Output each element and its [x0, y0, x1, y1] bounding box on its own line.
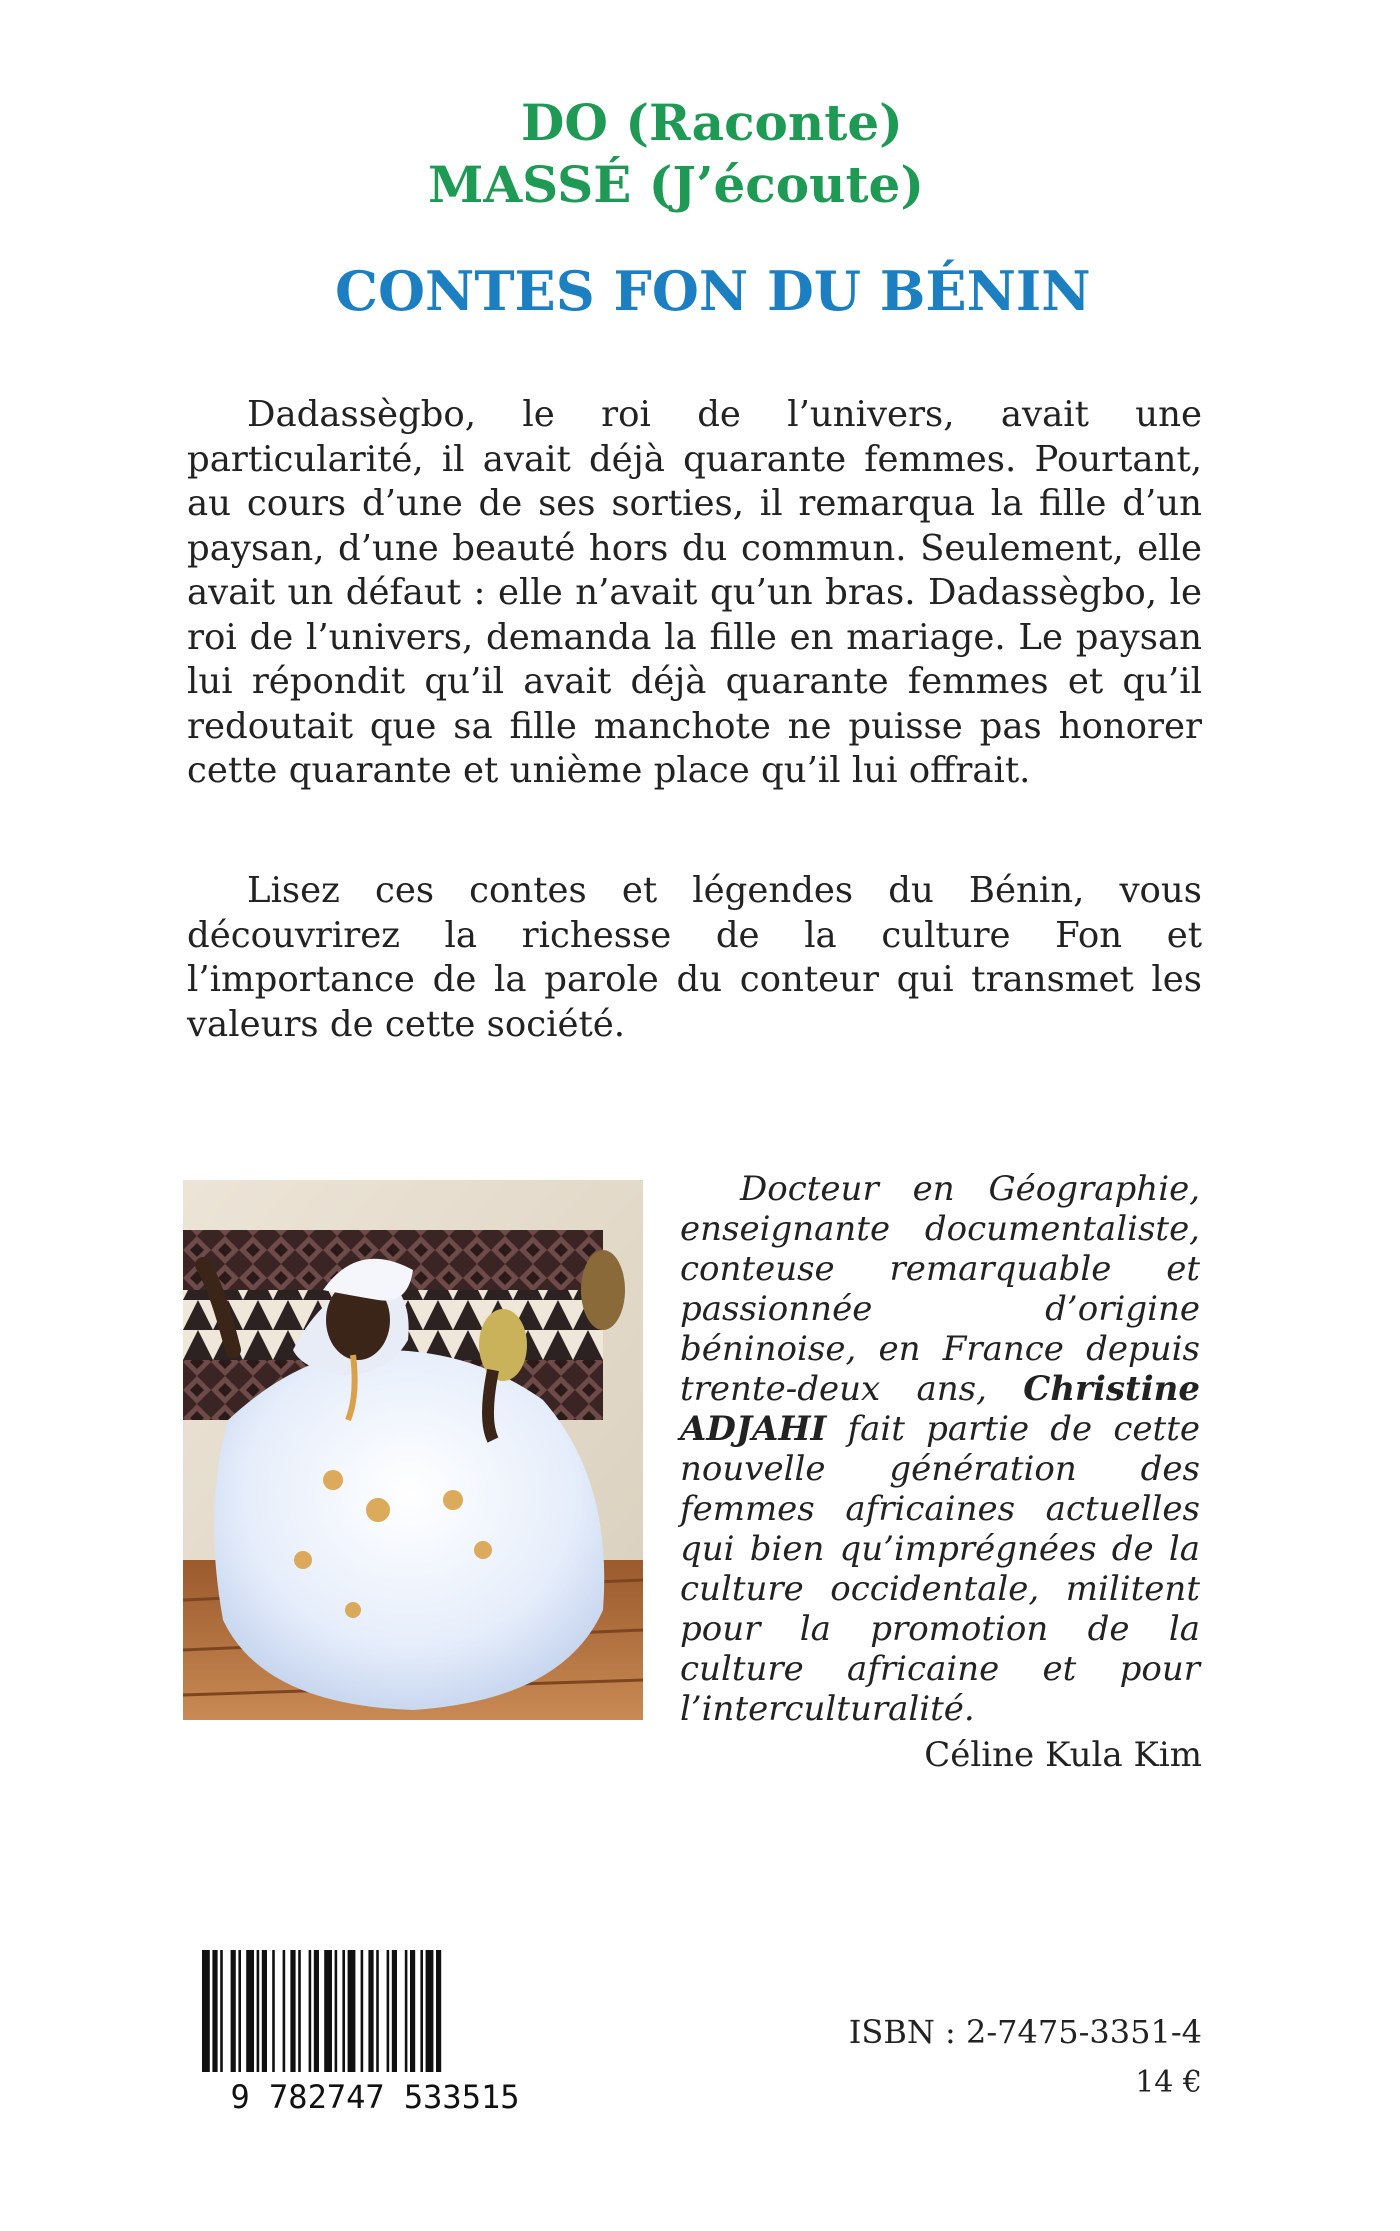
barcode: [180, 1948, 570, 2113]
barcode-bar: [342, 1950, 345, 2072]
bio-text-after-name: fait partie de cette nouvelle génération des femmes africaines actuelles qui bien qu’imprégnées de la culture occidentale, militent pour la promotion de la culture africaine et pour l’interculturalité.: [680, 1409, 1200, 1729]
barcode-bar: [392, 1950, 397, 2072]
subtitle-masse: MASSÉ (J’écoute): [428, 155, 925, 214]
barcode-bar: [335, 1950, 338, 2072]
barcode-bar: [283, 1950, 286, 2072]
barcode-bar: [309, 1950, 312, 2072]
barcode-bar: [238, 1950, 241, 2072]
barcode-bar: [361, 1950, 364, 2072]
isbn: ISBN : 2-7475-3351-4: [848, 2013, 1202, 2051]
barcode-bar: [410, 1950, 415, 2072]
barcode-bar: [298, 1950, 301, 2072]
invitation-paragraph: Lisez ces contes et légendes du Bénin, vous découvrirez la richesse de la culture Fon et l’importance de la parole du conteur qui transmet les valeurs de cette société.: [187, 870, 1202, 1045]
signature: Céline Kula Kim: [924, 1735, 1202, 1775]
barcode-bar: [324, 1950, 332, 2072]
barcode-bar: [246, 1950, 254, 2072]
barcode-bar: [212, 1950, 217, 2072]
bio-text-before-name: Docteur en Géographie, enseignante documentaliste, conteuse remarquable et passionnée d’origine béninoise, en France depuis trente-deux ans,: [680, 1169, 1200, 1409]
barcode-bar: [405, 1950, 408, 2072]
barcode-bar: [348, 1950, 356, 2072]
barcode-bar: [202, 1950, 210, 2072]
subtitle-do: DO (Raconte): [521, 93, 903, 152]
book-title: CONTES FON DU BÉNIN: [335, 259, 1091, 323]
barcode-bar: [220, 1950, 223, 2072]
barcode-bar: [436, 1950, 441, 2072]
barcode-bar: [387, 1950, 390, 2072]
author-name: Christine ADJAHI: [680, 1369, 1200, 1449]
barcode-bar: [272, 1950, 275, 2072]
barcode-bar: [290, 1950, 295, 2072]
barcode-bar: [262, 1950, 267, 2072]
barcode-bar: [426, 1950, 434, 2072]
author-bio: [680, 1169, 1200, 1729]
barcode-bar: [257, 1950, 260, 2072]
author-photo: [183, 1180, 643, 1720]
summary-paragraph: Dadassègbo, le roi de l’univers, avait une particularité, il avait déjà quarante femmes. Pourtant, au cours d’une de ses sorties, il remarqua la fille d’un paysan, d’une beauté hors du commun. Seulement, elle avait un défaut : elle n’avait qu’un bras. Dadassègbo, le roi de l’univers, demanda la fille en mariage. Le paysan lui répondit qu’il avait déjà quarante femmes et qu’il redoutait que sa fille manchote ne puisse pas honorer cette quarante et unième place qu’il lui offrait.: [187, 394, 1202, 791]
barcode-bar: [376, 1950, 379, 2072]
barcode-bar: [314, 1950, 319, 2072]
barcode-bar: [231, 1950, 236, 2072]
barcode-bars: [180, 1948, 570, 2113]
barcode-digits: 9 782747 533515: [230, 2078, 520, 2113]
barcode-bar: [420, 1950, 423, 2072]
price: 14 €: [1135, 2065, 1202, 2100]
barcode-bar: [368, 1950, 373, 2072]
